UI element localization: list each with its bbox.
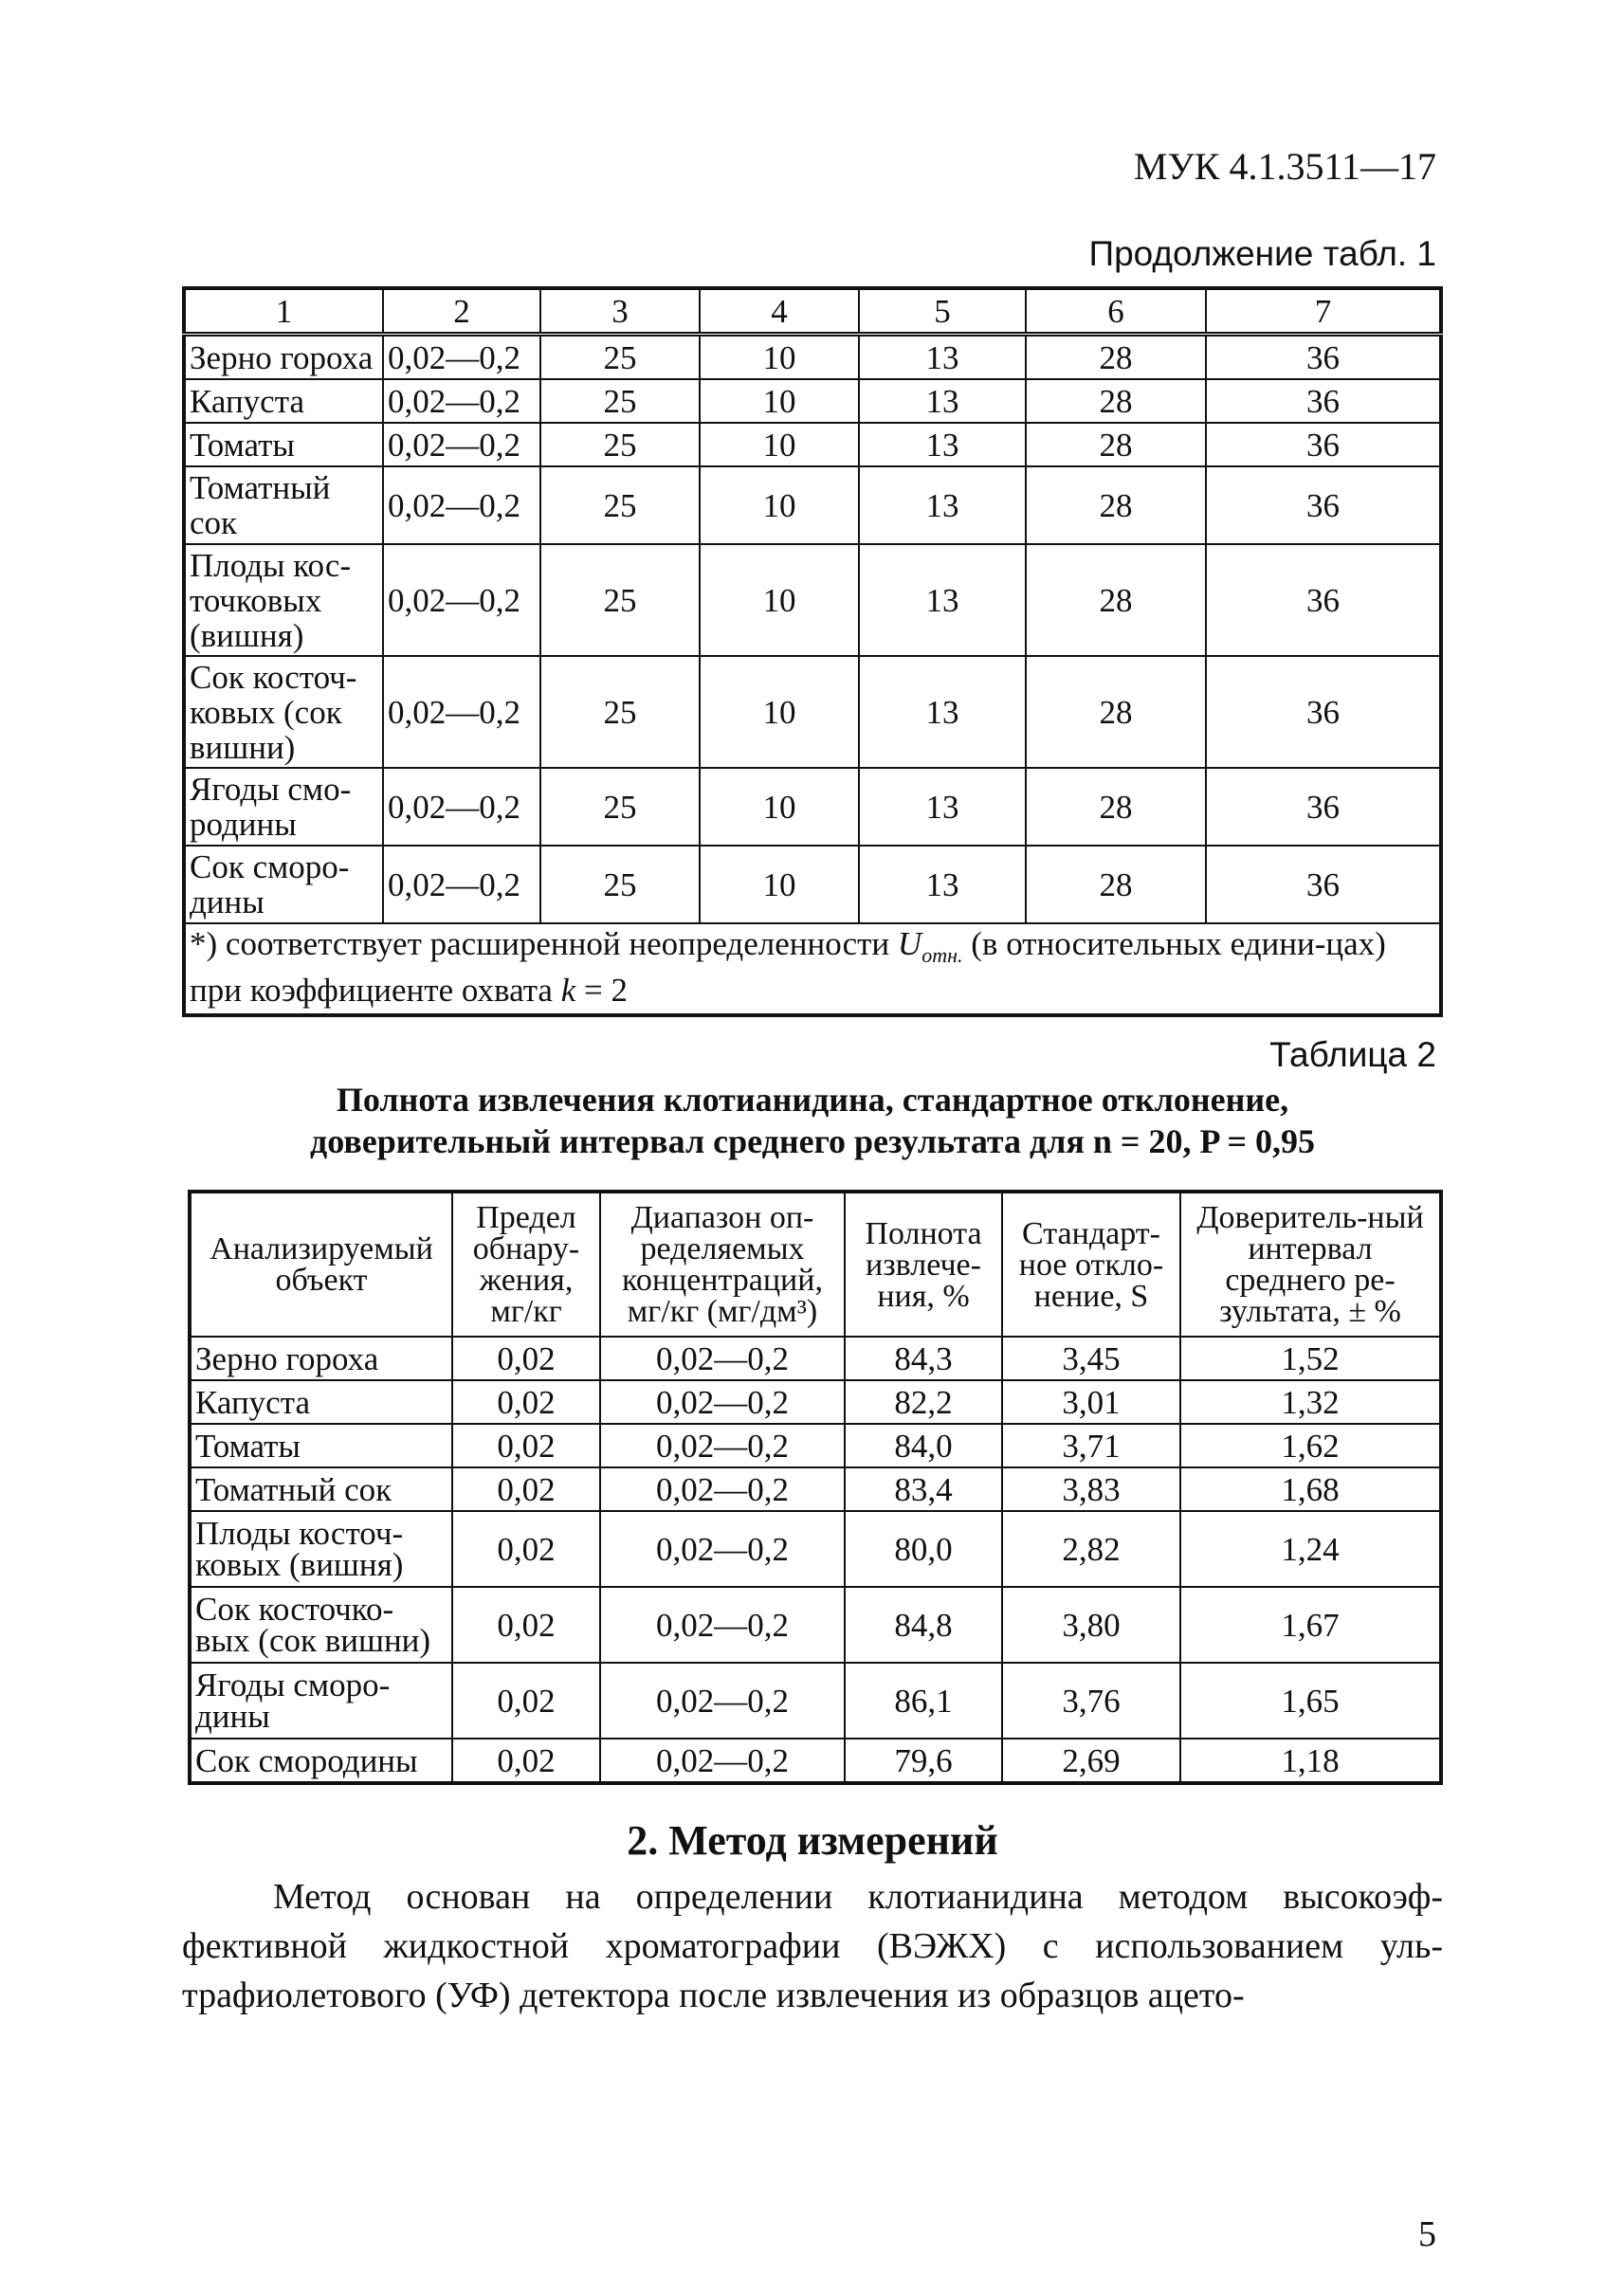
header-detection-limit: Предел обнару-жения, мг/кг xyxy=(452,1192,600,1337)
table-row xyxy=(184,466,1441,544)
sd-cell: 3,80 xyxy=(1002,1587,1180,1663)
recovery-cell: 79,6 xyxy=(845,1739,1002,1783)
value-cell: 13 xyxy=(859,335,1026,380)
range-cell: 0,02—0,2 xyxy=(600,1511,845,1587)
table-row xyxy=(184,423,1441,466)
table-1-col-number: 5 xyxy=(859,288,1026,335)
header-range: Диапазон оп-ределяемых концентраций, мг/кг (мг/дм³) xyxy=(600,1192,845,1337)
footnote-u-symbol: U xyxy=(897,925,922,962)
value-cell: 36 xyxy=(1206,846,1441,923)
ci-cell: 1,32 xyxy=(1180,1380,1441,1424)
value-cell: 28 xyxy=(1026,466,1206,544)
value-cell: 36 xyxy=(1206,379,1441,423)
range-cell: 0,02—0,2 xyxy=(600,1739,845,1783)
table-1 xyxy=(182,286,1443,1017)
limit-cell: 0,02 xyxy=(452,1739,600,1783)
table-1-col-number: 7 xyxy=(1206,288,1441,335)
limit-cell: 0,02 xyxy=(452,1467,600,1511)
value-cell: 36 xyxy=(1206,656,1441,768)
value-cell: 25 xyxy=(540,846,700,923)
object-cell: Капуста xyxy=(190,1380,452,1424)
ci-cell: 1,18 xyxy=(1180,1739,1441,1783)
table-2-title-line: доверительный интервал среднего результата для n = 20, P = 0,95 xyxy=(310,1122,1315,1160)
object-cell: Томатный сок xyxy=(184,466,383,544)
sd-cell: 2,69 xyxy=(1002,1739,1180,1783)
value-cell: 25 xyxy=(540,544,700,656)
table-2-label: Таблица 2 xyxy=(1269,1035,1436,1074)
value-cell: 10 xyxy=(700,423,859,466)
value-cell: 10 xyxy=(700,544,859,656)
value-cell: 25 xyxy=(540,335,700,380)
value-cell: 25 xyxy=(540,466,700,544)
value-cell: 13 xyxy=(859,768,1026,846)
sd-cell: 3,71 xyxy=(1002,1424,1180,1467)
range-cell: 0,02—0,2 xyxy=(600,1587,845,1663)
value-cell: 36 xyxy=(1206,466,1441,544)
table-1-col-number: 6 xyxy=(1026,288,1206,335)
value-cell: 28 xyxy=(1026,544,1206,656)
value-cell: 28 xyxy=(1026,423,1206,466)
table-row xyxy=(190,1337,1441,1380)
range-cell: 0,02—0,2 xyxy=(383,656,540,768)
value-cell: 36 xyxy=(1206,544,1441,656)
table-row xyxy=(184,656,1441,768)
object-cell: Ягоды смо-родины xyxy=(184,768,383,846)
sd-cell: 3,45 xyxy=(1002,1337,1180,1380)
recovery-cell: 83,4 xyxy=(845,1467,1002,1511)
limit-cell: 0,02 xyxy=(452,1511,600,1587)
value-cell: 13 xyxy=(859,423,1026,466)
limit-cell: 0,02 xyxy=(452,1587,600,1663)
table-1-col-number: 2 xyxy=(383,288,540,335)
section-paragraph: Метод основан на определении клотианидина методом высокоэф-фективной жидкостной хроматографии (ВЭЖХ) с использованием уль-трафиолетового (УФ) детектора после извлечения из образцов ацето- xyxy=(182,1877,1443,2015)
table-row xyxy=(190,1380,1441,1424)
value-cell: 10 xyxy=(700,466,859,544)
footnote-k-symbol: k xyxy=(560,972,576,1009)
ci-cell: 1,65 xyxy=(1180,1663,1441,1739)
header-standard-deviation: Стандарт-ное откло-нение, S xyxy=(1002,1192,1180,1337)
footnote-u-subscript: отн. xyxy=(921,943,963,967)
range-cell: 0,02—0,2 xyxy=(383,544,540,656)
object-cell: Зерно гороха xyxy=(190,1337,452,1380)
ci-cell: 1,24 xyxy=(1180,1511,1441,1587)
object-cell: Ягоды сморо-дины xyxy=(190,1663,452,1739)
object-cell: Сок косточко-вых (сок вишни) xyxy=(190,1587,452,1663)
table-1-footnote-row xyxy=(184,923,1441,1015)
object-cell: Зерно гороха xyxy=(184,335,383,380)
value-cell: 13 xyxy=(859,846,1026,923)
value-cell: 13 xyxy=(859,656,1026,768)
section-title: 2. Метод измерений xyxy=(627,1817,998,1864)
table-row xyxy=(190,1587,1441,1663)
sd-cell: 3,01 xyxy=(1002,1380,1180,1424)
range-cell: 0,02—0,2 xyxy=(383,466,540,544)
sd-cell: 3,76 xyxy=(1002,1663,1180,1739)
table-continuation-label: Продолжение табл. 1 xyxy=(1088,234,1436,273)
range-cell: 0,02—0,2 xyxy=(600,1380,845,1424)
object-cell: Томатный сок xyxy=(190,1467,452,1511)
page-number: 5 xyxy=(1418,2214,1436,2254)
table-2-title-line: Полнота извлечения клотианидина, стандартное отклонение, xyxy=(336,1081,1289,1119)
value-cell: 25 xyxy=(540,656,700,768)
table-1-footnote xyxy=(184,923,1441,1015)
object-cell: Капуста xyxy=(184,379,383,423)
table-row xyxy=(190,1467,1441,1511)
value-cell: 10 xyxy=(700,846,859,923)
range-cell: 0,02—0,2 xyxy=(600,1337,845,1380)
value-cell: 28 xyxy=(1026,656,1206,768)
header-confidence-interval: Доверитель-ный интервал среднего ре-зультата, ± % xyxy=(1180,1192,1441,1337)
range-cell: 0,02—0,2 xyxy=(383,846,540,923)
value-cell: 10 xyxy=(700,379,859,423)
object-cell: Томаты xyxy=(190,1424,452,1467)
table-row xyxy=(184,335,1441,380)
object-cell: Сок сморо-дины xyxy=(184,846,383,923)
object-cell: Сок смородины xyxy=(190,1739,452,1783)
ci-cell: 1,67 xyxy=(1180,1587,1441,1663)
value-cell: 28 xyxy=(1026,379,1206,423)
table-row xyxy=(184,846,1441,923)
table-2-title xyxy=(182,1079,1443,1162)
table-row xyxy=(190,1511,1441,1587)
document-code: МУК 4.1.3511—17 xyxy=(1133,145,1436,188)
sd-cell: 2,82 xyxy=(1002,1511,1180,1587)
ci-cell: 1,52 xyxy=(1180,1337,1441,1380)
value-cell: 36 xyxy=(1206,423,1441,466)
value-cell: 13 xyxy=(859,544,1026,656)
limit-cell: 0,02 xyxy=(452,1380,600,1424)
value-cell: 36 xyxy=(1206,768,1441,846)
limit-cell: 0,02 xyxy=(452,1337,600,1380)
range-cell: 0,02—0,2 xyxy=(383,768,540,846)
value-cell: 25 xyxy=(540,768,700,846)
value-cell: 13 xyxy=(859,466,1026,544)
object-cell: Томаты xyxy=(184,423,383,466)
object-cell: Сок косточ-ковых (сок вишни) xyxy=(184,656,383,768)
recovery-cell: 84,3 xyxy=(845,1337,1002,1380)
table-row xyxy=(184,544,1441,656)
table-row xyxy=(190,1739,1441,1783)
recovery-cell: 82,2 xyxy=(845,1380,1002,1424)
recovery-cell: 84,8 xyxy=(845,1587,1002,1663)
range-cell: 0,02—0,2 xyxy=(383,423,540,466)
sd-cell: 3,83 xyxy=(1002,1467,1180,1511)
recovery-cell: 84,0 xyxy=(845,1424,1002,1467)
value-cell: 10 xyxy=(700,656,859,768)
table-2 xyxy=(188,1190,1443,1785)
value-cell: 10 xyxy=(700,768,859,846)
table-2-header-row xyxy=(190,1192,1441,1337)
recovery-cell: 86,1 xyxy=(845,1663,1002,1739)
ci-cell: 1,68 xyxy=(1180,1467,1441,1511)
header-recovery: Полнота извлече-ния, % xyxy=(845,1192,1002,1337)
footnote-text: = 2 xyxy=(575,972,628,1009)
value-cell: 10 xyxy=(700,335,859,380)
value-cell: 28 xyxy=(1026,846,1206,923)
range-cell: 0,02—0,2 xyxy=(600,1663,845,1739)
object-cell: Плоды косточ-ковых (вишня) xyxy=(190,1511,452,1587)
range-cell: 0,02—0,2 xyxy=(600,1467,845,1511)
value-cell: 28 xyxy=(1026,335,1206,380)
table-1-header-row xyxy=(184,288,1441,335)
table-row xyxy=(184,379,1441,423)
table-row xyxy=(184,768,1441,846)
table-1-col-number: 3 xyxy=(540,288,700,335)
table-row xyxy=(190,1424,1441,1467)
footnote-text: *) соответствует расширенной неопределенности xyxy=(190,925,898,962)
limit-cell: 0,02 xyxy=(452,1663,600,1739)
range-cell: 0,02—0,2 xyxy=(383,379,540,423)
range-cell: 0,02—0,2 xyxy=(600,1424,845,1467)
value-cell: 25 xyxy=(540,379,700,423)
ci-cell: 1,62 xyxy=(1180,1424,1441,1467)
table-row xyxy=(190,1663,1441,1739)
value-cell: 36 xyxy=(1206,335,1441,380)
value-cell: 13 xyxy=(859,379,1026,423)
recovery-cell: 80,0 xyxy=(845,1511,1002,1587)
range-cell: 0,02—0,2 xyxy=(383,335,540,380)
table-1-col-number: 4 xyxy=(700,288,859,335)
footnote-text: (в относительных едини-цах) при коэффициенте охвата xyxy=(190,925,1386,1009)
object-cell: Плоды кос-точковых (вишня) xyxy=(184,544,383,656)
value-cell: 25 xyxy=(540,423,700,466)
table-1-col-number: 1 xyxy=(184,288,383,335)
header-object: Анализируемый объект xyxy=(190,1192,452,1337)
value-cell: 28 xyxy=(1026,768,1206,846)
limit-cell: 0,02 xyxy=(452,1424,600,1467)
